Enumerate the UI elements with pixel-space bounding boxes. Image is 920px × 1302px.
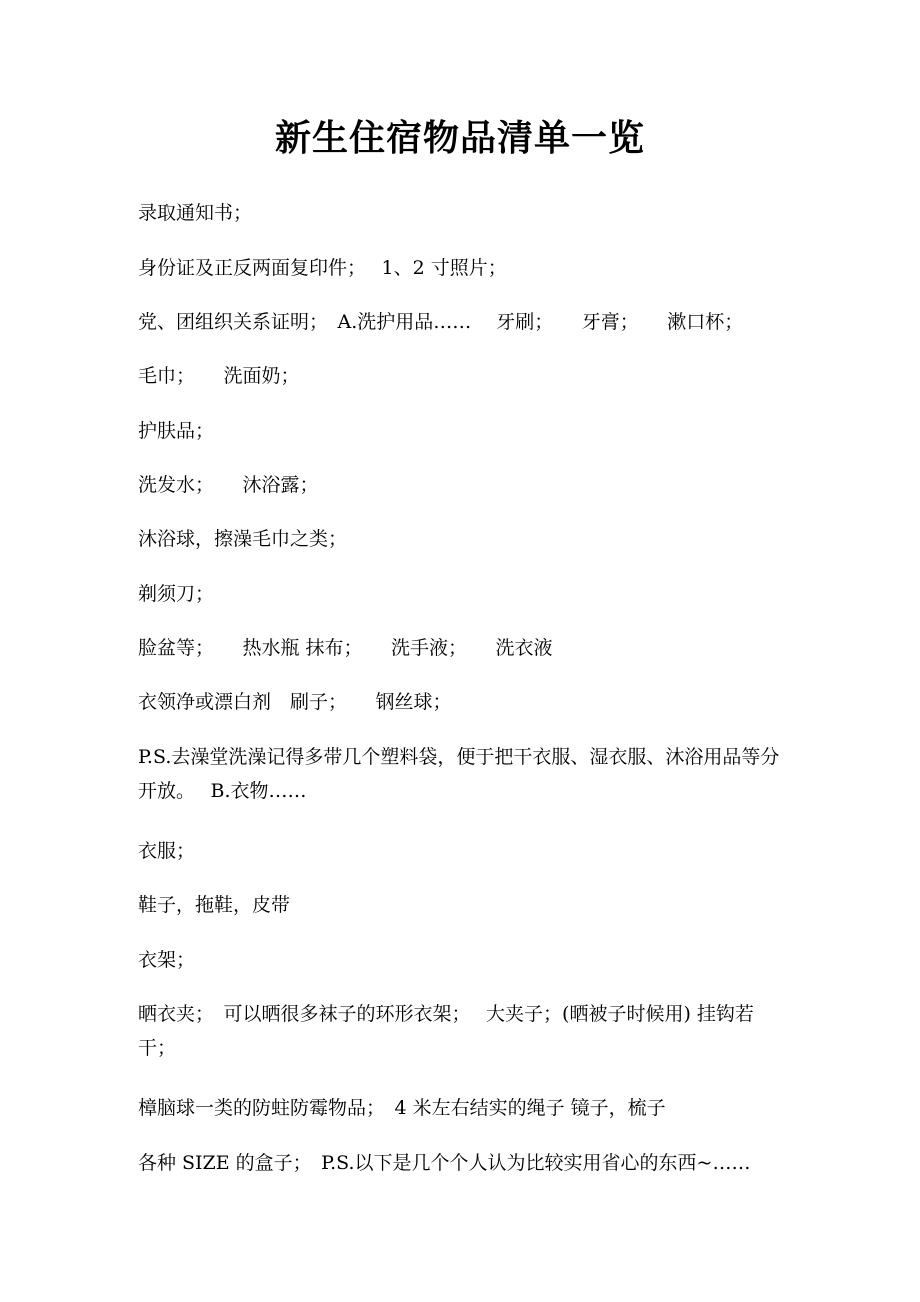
line-washbasin: 脸盆等； 热水瓶 抹布； 洗手液； 洗衣液 xyxy=(138,637,553,659)
line-bleach: 衣领净或漂白剂 刷子； 钢丝球； xyxy=(138,691,452,713)
line-ps-bath: P.S.去澡堂洗澡记得多带几个塑料袋，便于把干衣服、湿衣服、沐浴用品等分开放。 B.衣物…… xyxy=(138,746,780,802)
line-id-card: 身份证及正反两面复印件； 1、2 寸照片； xyxy=(138,257,507,279)
line-clothes: 衣服； xyxy=(138,840,196,862)
line-party-certificate: 党、团组织关系证明； A.洗护用品…… 牙刷； 牙膏； 漱口杯； xyxy=(138,311,744,333)
line-razor: 剃须刀； xyxy=(138,583,215,605)
line-shampoo: 洗发水； 沐浴露； xyxy=(138,474,319,496)
line-mothballs: 樟脑球一类的防蛀防霉物品； 4 米左右结实的绳子 镜子，梳子 xyxy=(138,1097,666,1119)
line-admission-notice: 录取通知书； xyxy=(138,202,253,224)
line-bath-ball: 沐浴球，擦澡毛巾之类； xyxy=(138,528,348,550)
line-towel: 毛巾； 洗面奶； xyxy=(138,365,300,387)
line-boxes: 各种 SIZE 的盒子； P.S.以下是几个个人认为比较实用省心的东西~…… xyxy=(138,1152,751,1174)
line-shoes: 鞋子，拖鞋，皮带 xyxy=(138,894,291,916)
line-clothespins: 晒衣夹； 可以晒很多袜子的环形衣架； 大夹子；(晒被子时候用) 挂钩若干； xyxy=(138,1003,754,1059)
page-title: 新生住宿物品清单一览 xyxy=(274,117,645,159)
line-skincare: 护肤品； xyxy=(138,420,215,442)
line-hangers: 衣架； xyxy=(138,949,196,971)
